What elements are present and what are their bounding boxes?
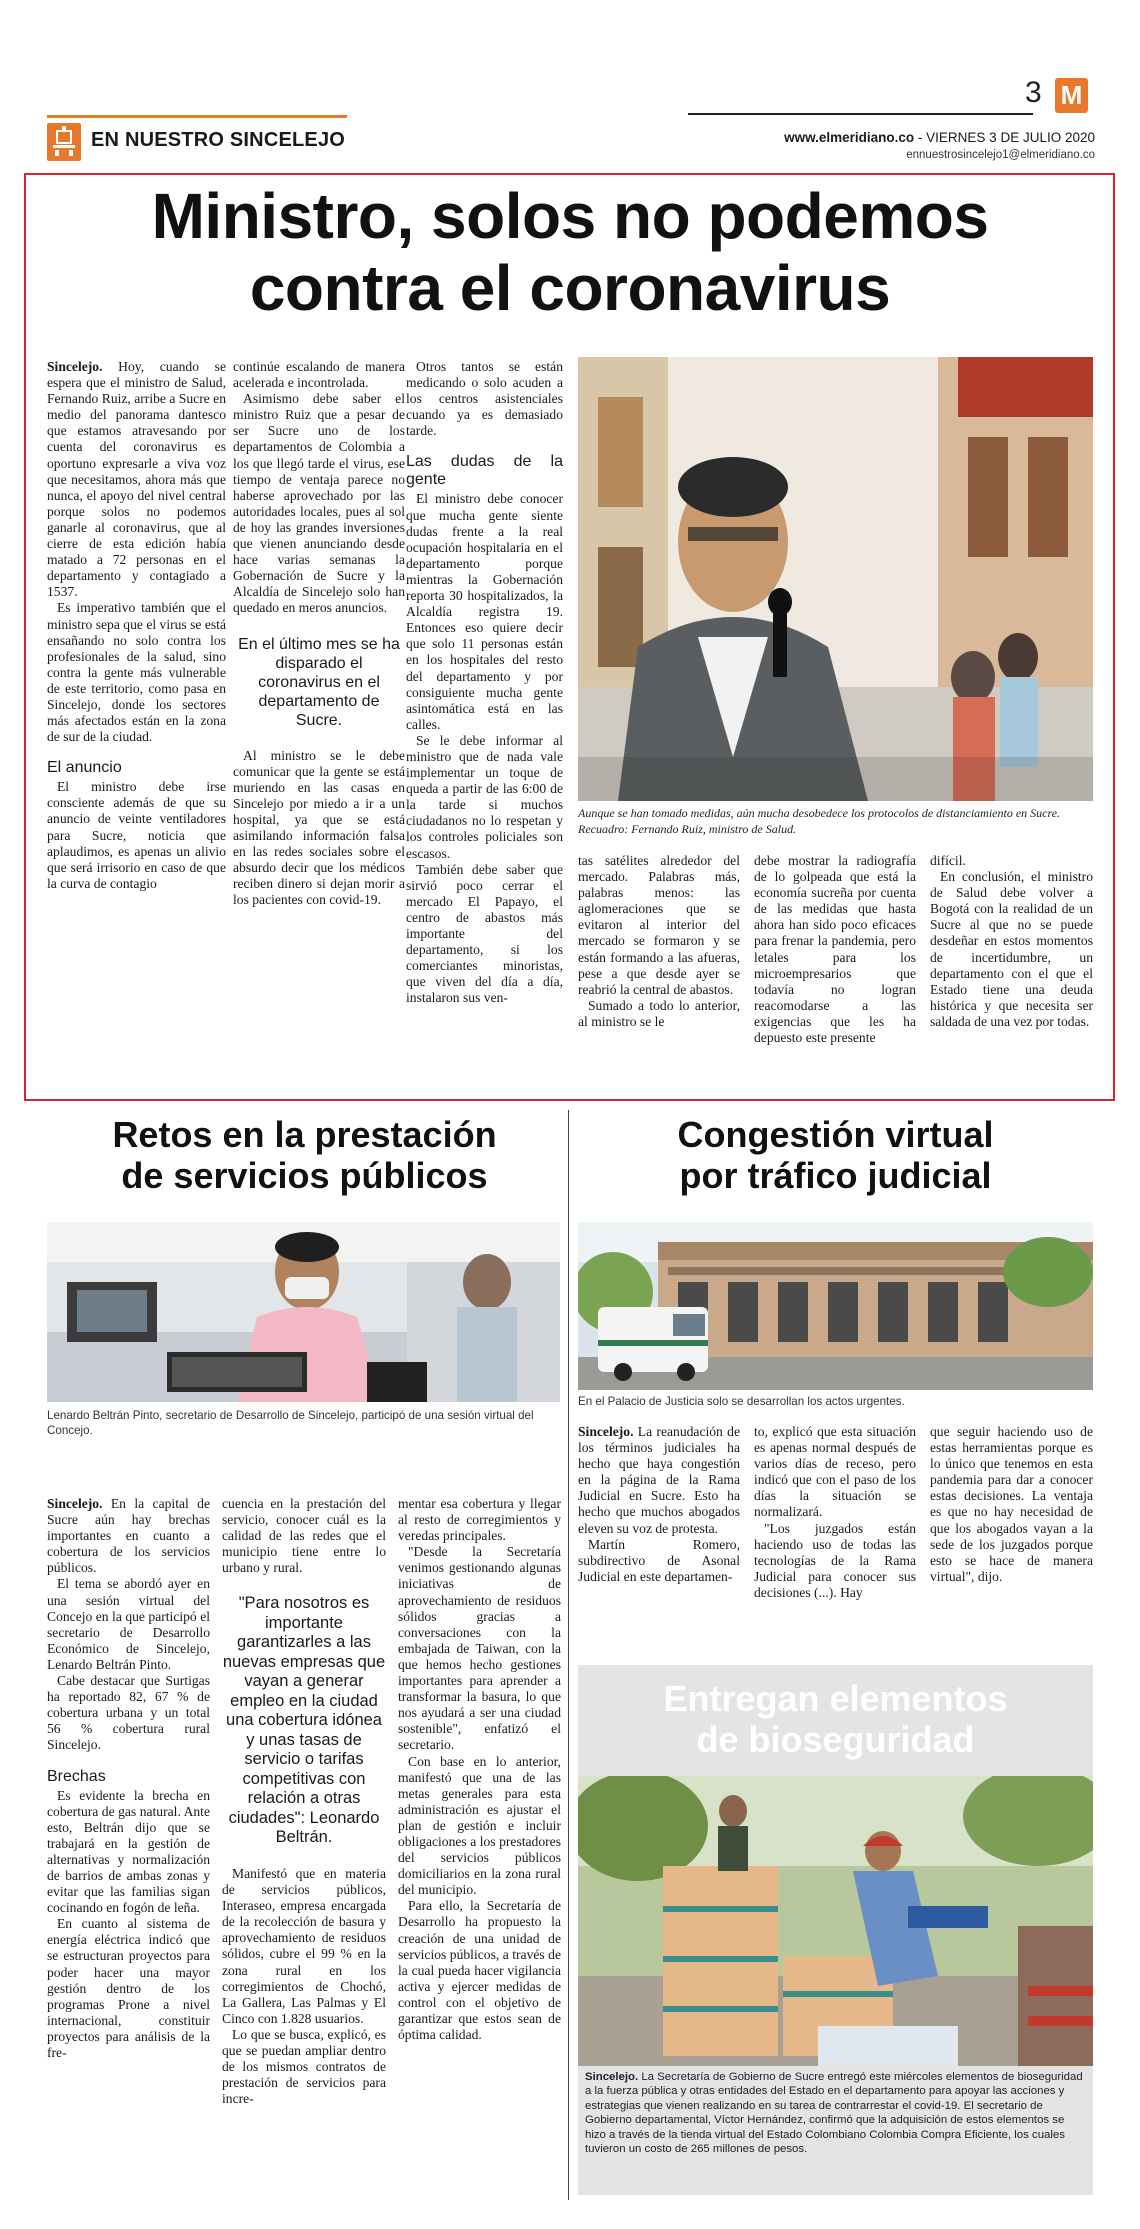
retos-col3-para4: Para ello, la Secretaría de Desarrollo ha propuesto la creación de una unidad de servicios públicos, a través de la cual pueda hacer vigilancia activa y ejercer medidas de control con el objetivo de garantizar que estos sean de óptima calidad. (398, 1898, 561, 2043)
retos-headline: Retos en la prestación de servicios públicos (112, 1114, 497, 1196)
bioseguridad-caption: Sincelejo. La Secretaría de Gobierno de Sucre entregó este miércoles elementos de bioseguridad a la fuerza pública y otras entidades del Estado en el departamento para apoyar las acciones y estrategias que vienen realizando en su tarea de contrarrestar el covid-19. El secretario de Gobierno departamental, Víctor Hernández, confirmó que la adquisición de estos elementos se hizo a través de la tienda virtual del Estado Colombiano Colombia Compra Eficiente, los cuales tuvieron un costo de 265 millones de pesos. (585, 2071, 1083, 2156)
header-website-line (700, 130, 1095, 145)
congestion-col3-para1: que seguir haciendo uso de estas herramientas porque es lo único que tenemos en esta pandemia para dar a conocer estas decisiones. La ventaja es que no hay necesidad de que los abogados vayan a la sede de los juzgados porque esto se hace de manera virtual", dijo. (930, 1424, 1093, 1584)
retos-col-1 (47, 1496, 210, 2061)
retos-col-3 (398, 1496, 561, 2043)
congestion-col2-para1: to, explicó que esta situación es apenas normal después de varios días de receso, pero indicó que con el paso de los días la situación se normalizará. (754, 1424, 916, 1520)
main-photo-caption: Aunque se han tomado medidas, aún mucha desobedece los protocolos de distanciamiento en Sucre. Recuadro: Fernando Ruiz, ministro de Salud. (578, 806, 1061, 836)
retos-col1-para5: En cuanto al sistema de energía eléctrica indicó que se estructuran proyectos para poder hacer una mayor gestión dentro de los programas Prone a nivel internacional, constituir proyectos para análisis de la fre- (47, 1916, 210, 2060)
main-story-photo (578, 357, 1093, 801)
main-headline: Ministro, solos no podemos contra el coronavirus (151, 180, 989, 324)
retos-photo-caption: Lenardo Beltrán Pinto, secretario de Desarrollo de Sincelejo, participó de una sesión virtual del Concejo. (47, 1409, 534, 1437)
main-col-1 (47, 359, 226, 892)
main-subhead-anuncio: El anuncio (47, 759, 122, 777)
bioseguridad-headline: Entregan elementos de bioseguridad (663, 1678, 1008, 1760)
congestion-col-2 (754, 1424, 916, 1601)
retos-col3-para2: "Desde la Secretaría venimos gestionando algunas iniciativas de aprovechamiento de residuos sólidos gracias a conversaciones con la embajada de Taiwan, con la que hemos hecho gestiones importantes para aprender a transformar la basura, lo que nos ayudará a ser una ciudad sostenible", enfatizó el secretario. (398, 1544, 561, 1753)
website-link[interactable]: www.elmeridiano.co (784, 130, 915, 145)
main-col6-para2: En conclusión, el ministro de Salud debe volver a Bogotá con la realidad de un Sucre al que no se puede desdeñar en estos momentos de incertidumbre, un departamento con el que el Estado tiene una deuda histórica y que necesita ser saldada de una vez por todas. (930, 869, 1093, 1029)
retos-col1-para3: Cabe destacar que Surtigas ha reportado 82, 67 % de cobertura urbana y un total 56 % cobertura rural Sincelejo. (47, 1673, 210, 1753)
main-col-3 (406, 359, 563, 1006)
section-top-rule (47, 115, 347, 118)
main-col3-para1: Otros tantos se están medicando o solo acuden a los centros asistenciales cuando ya es demasiado tarde. (406, 359, 563, 439)
retos-col-2 (222, 1496, 386, 2107)
main-col5-para1: debe mostrar la radiografía de lo golpeada que está la economía sucreña por cuenta de las medidas que hasta ahora han sido poco eficaces para frenar la pandemia, pero letales para los microempresarios que todavía no logran reacomodarse a las exigencias que les ha depuesto este presente (754, 853, 916, 1046)
congestion-col-3 (930, 1424, 1093, 1585)
main-col1-para3: El ministro debe irse consciente además de que su anuncio de veinte ventiladores para Sucre, noticia que aplaudimos, es apenas un alivio que será irrisorio en caso de que la curva de contagio (47, 779, 226, 891)
main-subhead-dudas: Las dudas de la gente (406, 453, 563, 489)
main-col2-para1: continúe escalando de manera acelerada e incontrolada. (233, 359, 405, 391)
main-pull-quote: En el último mes se ha disparado el coronavirus en el departamento de Sucre. (238, 635, 400, 729)
section-title: EN NUESTRO SINCELEJO (91, 129, 346, 151)
retos-col2-para3: Lo que se busca, explicó, es que se puedan ampliar dentro de los mismos contratos de prestación de servicios para incre- (222, 2026, 386, 2107)
retos-photo (47, 1222, 560, 1402)
retos-col2-para1: cuencia en la prestación del servicio, conocer cuál es la calidad de las redes que el municipio tiene entre lo urbano y rural. (222, 1496, 386, 1576)
main-col1-para2: Es imperativo también que el ministro sepa que el virus se está ensañando no solo contra los profesionales de la salud, sino contra la gente más vulnerable de este territorio, como pasa en Sincelejo, donde los sectores más afectados están en la zona de sur de la ciudad. (47, 600, 226, 745)
header-email[interactable]: ennuestrosincelejo1@elmeridiano.co (906, 149, 1095, 161)
congestion-col1-para2: Martín Romero, subdirectivo de Asonal Judicial en este departamen- (578, 1536, 740, 1584)
page-number: 3 (1025, 76, 1042, 109)
main-col3-para4: También debe saber que sirvió poco cerrar el mercado El Papayo, el centro de abastos más importante del departamento, si los comerciantes minoristas, que viven del día a día, instalaron sus ven- (406, 861, 563, 1006)
congestion-headline: Congestión virtual por tráfico judicial (677, 1114, 994, 1196)
section-icon (47, 123, 81, 161)
retos-pull-quote: "Para nosotros es importante garantizarles a las nuevas empresas que vayan a generar empleo en la ciudad una cobertura idónea y unas tasas de servicio o tarifas competitivas con relación a otras ciudades": Leonardo Beltrán. (222, 1594, 386, 1847)
main-col2-para2: Asimismo debe saber el ministro Ruiz que a pesar de ser Sucre uno de los departamentos de Colombia a los que llegó tarde el virus, ese tiempo de ventaja parece no haberse aprovechado por las autoridades locales, pues al sol de hoy las grandes inversiones que vienen anunciando desde hace varias semanas la Gobernación de Sucre y la Alcaldía de Sincelejo solo han quedado en meros anuncios. (233, 391, 405, 616)
main-col4-para2: Sumado a todo lo anterior, al ministro se le (578, 997, 740, 1029)
main-col-6 (930, 853, 1093, 1030)
column-divider (568, 1110, 569, 2200)
congestion-photo-caption: En el Palacio de Justicia solo se desarrollan los actos urgentes. (578, 1395, 905, 1408)
main-col4-para1: tas satélites alrededor del mercado. Palabras más, palabras menos: las aglomeraciones que se evitaron al interior del mercado se formaron y se están formando a las afueras, pese a que desde ayer se reabrió la central de abastos. (578, 853, 740, 997)
edition-date: - VIERNES 3 DE JULIO 2020 (917, 130, 1095, 145)
section-header (47, 115, 357, 165)
congestion-col1-para1: Sincelejo. La reanudación de los términos judiciales ha hecho que haya congestión en la página de la Rama Judicial en Sucre. Esto ha hecho que muchos abogados eleven su voz de protesta. (578, 1424, 740, 1536)
header-right-rule (688, 113, 1033, 115)
congestion-photo (578, 1222, 1093, 1390)
congestion-col-1 (578, 1424, 740, 1585)
retos-col2-para2: Manifestó que en materia de servicios públicos, Interaseo, empresa encargada de la recolección de basura y aprovechamiento de residuos sólidos, cubre el 99 % en la zona rural en los corregimientos de Chochó, La Gallera, Las Palmas y El Cinco con 1.828 usuarios. (222, 1865, 386, 2026)
retos-col3-para3: Con base en lo anterior, manifestó que una de las metas generales para esta administración es ajustar el plan de gestión e incluir obligaciones a los prestadores del servicios públicos domiciliarios en la zona rural del municipio. (398, 1753, 561, 1898)
retos-col1-para4: Es evidente la brecha en cobertura de gas natural. Ante esto, Beltrán dijo que se trabajará en la gestión de alternativas y normalización de barrios de ambas zonas y evitar que las familias sigan cocinando en fogón de leña. (47, 1787, 210, 1916)
main-col-5 (754, 853, 916, 1046)
retos-subhead-brechas: Brechas (47, 1767, 106, 1785)
retos-col1-para2: El tema se abordó ayer en una sesión virtual del Concejo en la que participó el secretario de Desarrollo Económico de Sincelejo, Lenardo Beltrán Pinto. (47, 1576, 210, 1672)
main-col1-para1: Sincelejo. Hoy, cuando se espera que el ministro de Salud, Fernando Ruiz, arribe a Sucre en medio del panorama dantesco que estamos atravesando por cuenta del coronavirus es oportuno expresarle a viva voz que necesitamos, ahora más que nunca, el apoyo del nivel central porque solos no podemos ganarle al coronavirus, que al cierre de esta edición había matado a 72 personas en el departamento y contagiado a 1537. (47, 359, 226, 600)
meridiano-logo: M (1055, 78, 1088, 113)
retos-col3-para1: mentar esa cobertura y llegar al resto de corregimientos y veredas principales. (398, 1496, 561, 1544)
main-col2-para3: Al ministro se le debe comunicar que la gente se está muriendo en las casas en Sincelejo por miedo a ir a un hospital, ya que se está asimilando información falsa en las redes sociales sobre el absurdo decir que los médicos reciben dinero si dejan morir a los pacientes con covid-19. (233, 747, 405, 908)
main-col3-para2: El ministro debe conocer que mucha gente siente dudas frente a la real ocupación hospitalaria en el departamento porque mientras la Gobernación reporta 30 hospitalizados, la Alcaldía registra 19. Entonces eso quiere decir que solo 11 personas están en los hospitales del resto del departamento y por consiguiente mucha gente asintomática está en las calles. (406, 491, 563, 732)
main-col-4 (578, 853, 740, 1030)
retos-col1-para1: Sincelejo. En la capital de Sucre aún hay brechas importantes en cuanto a cobertura de los servicios públicos. (47, 1496, 210, 1576)
main-col3-para3: Se le debe informar al ministro que de nada vale implementar un toque de queda a partir de las 6:00 de la tarde si muchos ciudadanos no lo respetan y los controles policiales son escasos. (406, 732, 563, 861)
bioseguridad-photo (578, 1776, 1093, 2066)
main-col-2 (233, 359, 405, 908)
congestion-col2-para2: "Los juzgados están haciendo uso de todas las tecnologías de la Rama Judicial para conocer sus decisiones (...). Hay (754, 1520, 916, 1600)
main-col6-para1: difícil. (930, 853, 966, 868)
